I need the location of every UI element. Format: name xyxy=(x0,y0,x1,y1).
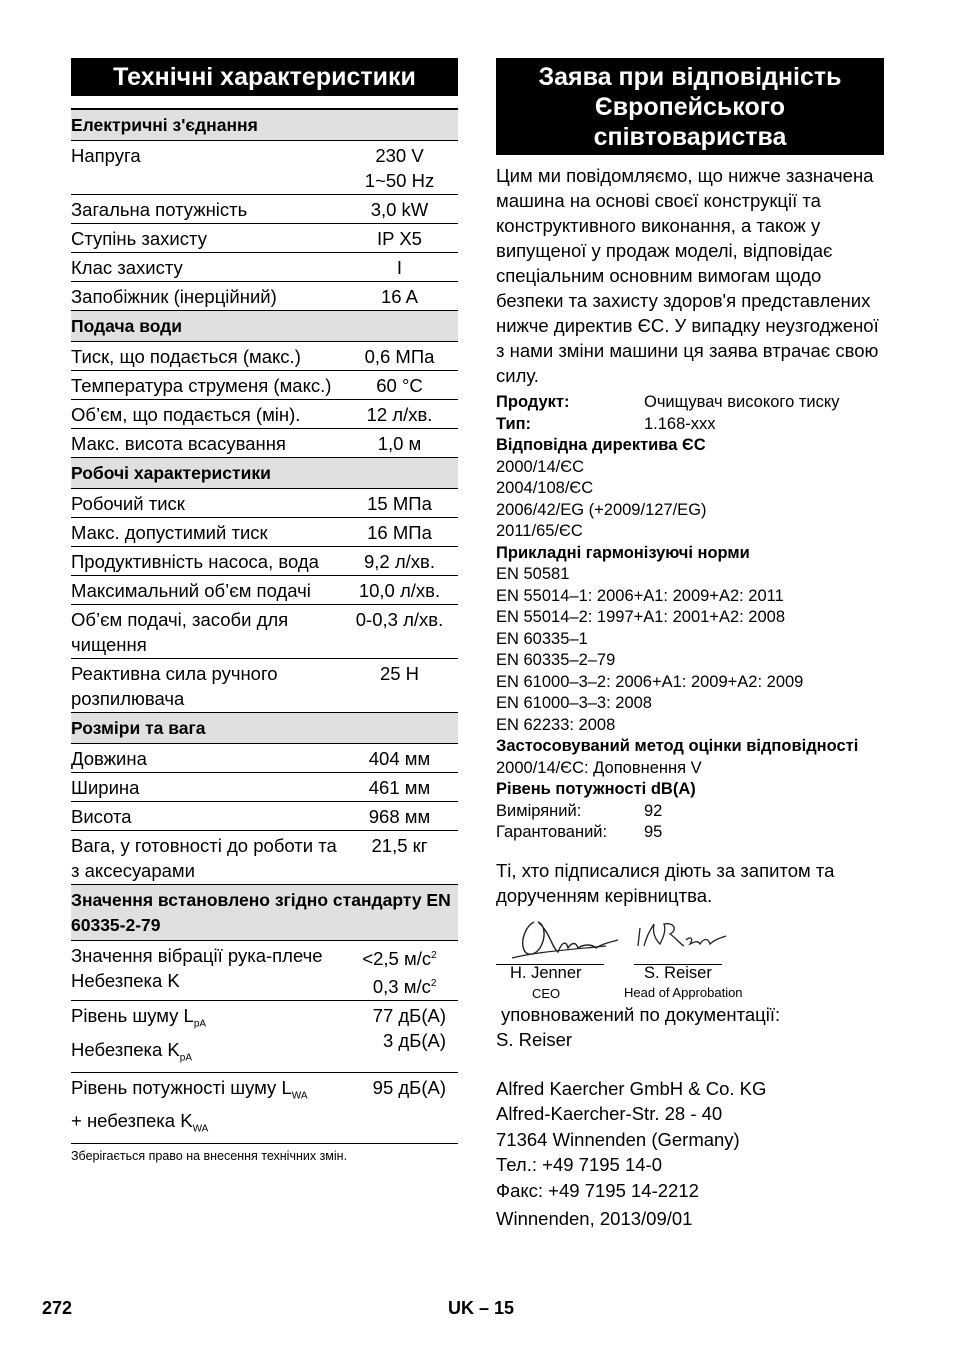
signature-reiser-icon xyxy=(634,916,734,958)
spec-row xyxy=(71,518,458,547)
directive-item: 2004/108/ЄС xyxy=(496,479,594,497)
spec-row xyxy=(71,773,458,802)
spec-row xyxy=(71,802,458,831)
product-label: Продукт: xyxy=(496,393,570,411)
section-code: UK – 15 xyxy=(448,1298,515,1318)
spec-value: 10,0 л/хв. xyxy=(341,576,458,605)
spec-section-en-standard xyxy=(71,885,458,941)
spec-row xyxy=(71,429,458,458)
spec-label: Клас захисту xyxy=(71,253,341,282)
spec-label: + небезпека K xyxy=(71,1110,193,1132)
spec-value: I xyxy=(341,253,458,282)
spec-row xyxy=(71,224,458,253)
product-value: Очищувач високого тиску xyxy=(644,393,840,411)
eu-declaration-title xyxy=(496,58,884,155)
spec-value: IP X5 xyxy=(341,224,458,253)
spec-section-heading: Робочі характеристики xyxy=(71,458,458,489)
spec-row xyxy=(71,253,458,282)
spec-label: Об’єм подачі, засоби для чищення xyxy=(71,605,341,659)
directive-heading: Відповідна директива ЄС xyxy=(496,436,706,454)
spec-row xyxy=(71,489,458,518)
type-label: Тип: xyxy=(496,414,532,433)
spec-row xyxy=(71,371,458,400)
spec-label: Макс. висота всасування xyxy=(71,429,341,458)
spec-value: 15 МПа xyxy=(341,489,458,518)
spec-label-subscript: pA xyxy=(193,1019,207,1030)
directive-item: 2000/14/ЄС xyxy=(496,457,585,476)
spec-label: Вага, у готовності до роботи та з аксесуарами xyxy=(71,831,341,885)
norm-item: EN 50581 xyxy=(496,565,570,583)
spec-section-heading: Значення встановлено згідно стандарту EN 60335-2-79 xyxy=(71,885,458,941)
spec-label: Загальна потужність xyxy=(71,195,341,224)
guaranteed-value: 95 xyxy=(644,823,663,841)
spec-row xyxy=(71,576,458,605)
spec-value: 3 дБ(A) xyxy=(382,1030,446,1052)
type-value: 1.168-xxx xyxy=(644,414,716,433)
norm-item: EN 55014–2: 1997+A1: 2001+A2: 2008 xyxy=(496,608,785,626)
company-address xyxy=(496,1076,884,1204)
spec-label: Запобіжник (інерційний) xyxy=(71,282,341,311)
spec-label: Продуктивність насоса, вода xyxy=(71,547,341,576)
spec-row xyxy=(71,605,458,659)
page-number: 272 xyxy=(42,1298,73,1318)
spec-label: Температура струменя (макс.) xyxy=(71,371,341,400)
method-value: 2000/14/ЄС: Доповнення V xyxy=(496,758,702,777)
norm-item: EN 55014–1: 2006+A1: 2009+A2: 2011 xyxy=(496,586,784,605)
norm-item: EN 60335–1 xyxy=(496,629,588,648)
spec-label-subscript: WA xyxy=(192,1124,209,1136)
spec-section-heading: Електричні з'єднання xyxy=(71,109,458,141)
spec-row xyxy=(71,744,458,773)
spec-section xyxy=(71,311,458,342)
sound-power-heading: Рівень потужності dB(A) xyxy=(496,780,696,798)
spec-section-heading: Розміри та вага xyxy=(71,713,458,744)
norm-item: EN 60335–2–79 xyxy=(496,651,616,669)
address-line: Alfred Kaercher GmbH & Co. KG xyxy=(496,1077,767,1099)
spec-section-heading: Подача води xyxy=(71,311,458,342)
spec-row xyxy=(71,547,458,576)
directive-item: 2011/65/ЄС xyxy=(496,522,583,540)
directive-item: 2006/42/EG (+2009/127/EG) xyxy=(496,500,707,519)
technical-changes-note: Зберігається право на внесення технічних змін. xyxy=(71,1149,348,1164)
measured-value: 92 xyxy=(644,801,663,820)
documentation-authority xyxy=(496,1002,884,1052)
spec-value: 3,0 kW xyxy=(341,195,458,224)
spec-value: 16 A xyxy=(341,282,458,311)
signer-role: Head of Approbation xyxy=(624,984,743,1000)
product-row xyxy=(496,392,884,414)
doc-auth-name: S. Reiser xyxy=(496,1028,573,1050)
spec-value-exponent: 2 xyxy=(430,978,437,990)
technical-data-column xyxy=(71,58,458,1163)
signer-name: S. Reiser xyxy=(644,963,712,982)
spec-section xyxy=(71,109,458,141)
spec-row-noise-level xyxy=(71,1001,458,1072)
spec-value: 404 мм xyxy=(341,744,458,773)
spec-label: Довжина xyxy=(71,744,341,773)
spec-row-vibration xyxy=(71,941,458,1001)
spec-value: 12 л/хв. xyxy=(341,400,458,429)
spec-value: 25 Н xyxy=(341,659,458,713)
spec-row xyxy=(71,195,458,224)
spec-value-exponent: 2 xyxy=(431,950,437,961)
spec-value: 0,3 м/с xyxy=(372,976,431,998)
spec-label-subscript: pA xyxy=(179,1052,193,1064)
spec-label: Небезпека K xyxy=(71,970,180,991)
signers-statement: Ті, хто підписалися діють за запитом та дорученням керівництва. xyxy=(496,859,835,906)
spec-row xyxy=(71,141,458,195)
doc-auth-label: уповноважений по документації: xyxy=(501,1003,781,1025)
spec-label-subscript: WA xyxy=(291,1090,308,1102)
spec-value: 0,6 МПа xyxy=(341,342,458,371)
eu-declaration-column xyxy=(496,58,884,1231)
spec-label: Значення вібрації рука-плече xyxy=(71,945,323,966)
guaranteed-label: Гарантований: xyxy=(496,823,608,841)
address-line: Alfred-Kaercher-Str. 28 - 40 xyxy=(496,1103,723,1124)
spec-value: 21,5 кг xyxy=(341,831,458,885)
spec-value: 9,2 л/хв. xyxy=(341,547,458,576)
spec-value: <2,5 м/с xyxy=(362,948,432,970)
spec-row xyxy=(71,659,458,713)
spec-label: Робочий тиск xyxy=(71,489,341,518)
address-line: Тел.: +49 7195 14-0 xyxy=(496,1154,662,1175)
spec-row xyxy=(71,342,458,371)
spec-label: Максимальний об’єм подачі xyxy=(71,576,341,605)
measured-row xyxy=(496,801,884,823)
spec-value: 968 мм xyxy=(341,802,458,831)
spec-row-sound-power xyxy=(71,1072,458,1143)
guaranteed-row xyxy=(496,822,884,844)
address-line: 71364 Winnenden (Germany) xyxy=(496,1128,740,1150)
spec-label: Реактивна сила ручного розпилювача xyxy=(71,659,341,713)
signature-jenner-icon xyxy=(506,914,621,964)
spec-value: 230 V 1~50 Hz xyxy=(341,141,458,195)
spec-section xyxy=(71,458,458,489)
spec-label: Макс. допустимий тиск xyxy=(71,518,341,547)
signer-name: H. Jenner xyxy=(510,963,582,982)
title-line: Європейського xyxy=(594,93,786,121)
spec-section xyxy=(71,713,458,744)
spec-value: 1,0 м xyxy=(341,429,458,458)
product-info xyxy=(496,392,884,844)
method-heading: Застосовуваний метод оцінки відповідності xyxy=(496,737,859,755)
spec-label: Тиск, що подається (макс.) xyxy=(71,342,341,371)
measured-label: Виміряний: xyxy=(496,801,582,820)
spec-row xyxy=(71,282,458,311)
spec-row xyxy=(71,831,458,885)
spec-value: 0-0,3 л/хв. xyxy=(341,605,458,659)
title-line: Заява при відповідність xyxy=(538,63,842,91)
norms-heading: Прикладні гармонізуючі норми xyxy=(496,543,750,562)
spec-value: 16 МПа xyxy=(341,518,458,547)
signer-role: CEO xyxy=(532,985,561,1001)
signature-block xyxy=(496,912,884,1002)
spec-label: Ступінь захисту xyxy=(71,224,341,253)
declaration-intro-text: Цим ми повідомляємо, що нижче зазначена машина на основі своєї конструкції та конструктивного виконання, а також у випущеної у продаж моделі, відповідає спеціальним основним вимогам щодо безпеки та захисту здоров'я представлених нижче директив ЄС. У випадку неузгодженої з нами зміни машини ця заява втрачає свою силу. xyxy=(496,165,879,386)
norm-item: EN 61000–3–3: 2008 xyxy=(496,694,652,712)
type-row xyxy=(496,414,884,436)
spec-label: Рівень шуму L xyxy=(71,1005,194,1027)
spec-label: Небезпека K xyxy=(71,1039,180,1060)
spec-label: Напруга xyxy=(71,141,341,195)
norm-item: EN 62233: 2008 xyxy=(496,715,616,734)
spec-row xyxy=(71,400,458,429)
spec-label: Рівень потужності шуму L xyxy=(71,1076,292,1098)
spec-label: Ширина xyxy=(71,773,341,802)
title-line: співтовариства xyxy=(593,123,787,151)
norm-item: EN 61000–3–2: 2006+A1: 2009+A2: 2009 xyxy=(496,672,804,691)
spec-label: Об’єм, що подається (мін). xyxy=(71,400,341,429)
address-line: Факс: +49 7195 14-2212 xyxy=(496,1179,699,1201)
technical-data-table xyxy=(71,108,458,1144)
spec-value: 77 дБ(A) xyxy=(372,1005,446,1027)
spec-value: 95 дБ(A) xyxy=(372,1076,446,1098)
place-and-date: Winnenden, 2013/09/01 xyxy=(496,1208,693,1229)
spec-value: 461 мм xyxy=(341,773,458,802)
spec-label: Висота xyxy=(71,802,341,831)
spec-value: 60 °C xyxy=(341,371,458,400)
technical-data-title: Технічні характеристики xyxy=(71,58,458,96)
